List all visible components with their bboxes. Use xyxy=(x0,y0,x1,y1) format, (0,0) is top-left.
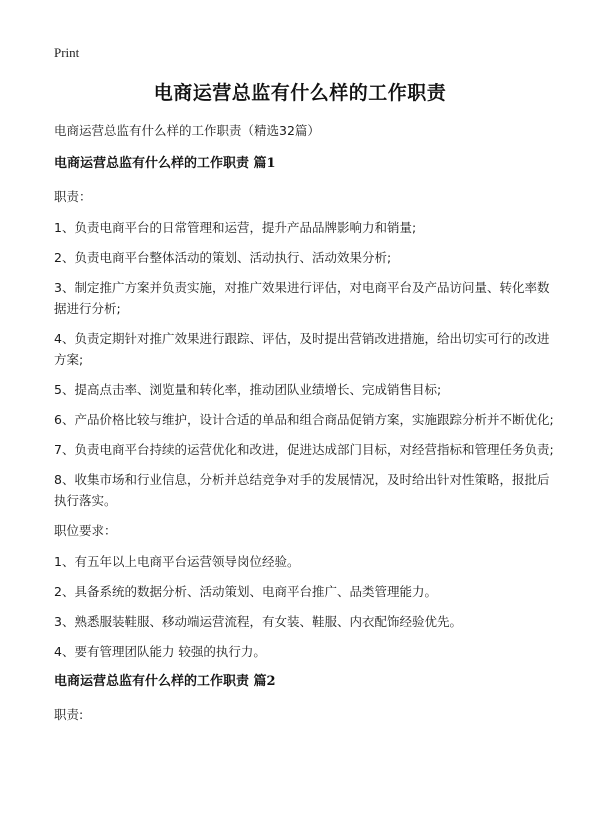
duty-item: 4、负责定期针对推广效果进行跟踪、评估，及时提出营销改进措施，给出切实可行的改进方案; xyxy=(54,331,550,367)
duty-item: 6、产品价格比较与维护，设计合适的单品和组合商品促销方案，实施跟踪分析并不断优化; xyxy=(54,412,554,427)
duty-item: 3、制定推广方案并负责实施，对推广效果进行评估，对电商平台及产品访问量、转化率数据进行分析; xyxy=(54,280,550,316)
requirement-item: 2、具备系统的数据分析、活动策划、电商平台推广、品类管理能力。 xyxy=(54,584,437,599)
section-heading-2: 电商运营总监有什么样的工作职责 篇2 xyxy=(54,674,276,689)
print-link[interactable]: Print xyxy=(54,45,80,60)
duty-item: 7、负责电商平台持续的运营优化和改进，促进达成部门目标，对经营指标和管理任务负责; xyxy=(54,442,554,457)
duty-item: 1、负责电商平台的日常管理和运营，提升产品品牌影响力和销量; xyxy=(54,220,417,235)
requirement-item: 3、熟悉服装鞋服、移动端运营流程，有女装、鞋服、内衣配饰经验优先。 xyxy=(54,614,462,629)
duty-item: 2、负责电商平台整体活动的策划、活动执行、活动效果分析; xyxy=(54,250,392,265)
document-body xyxy=(54,120,554,735)
section-heading-1: 电商运营总监有什么样的工作职责 篇1 xyxy=(54,156,276,171)
requirement-item: 1、有五年以上电商平台运营领导岗位经验。 xyxy=(54,554,300,569)
duties-label: 职责： xyxy=(54,189,92,204)
duties-label-2: 职责: xyxy=(54,707,84,722)
duty-item: 5、提高点击率、浏览量和转化率，推动团队业绩增长、完成销售目标; xyxy=(54,382,442,397)
requirement-item: 4、要有管理团队能力 较强的执行力。 xyxy=(54,644,266,659)
page-title: 电商运营总监有什么样的工作职责 xyxy=(153,82,447,104)
duty-item: 8、收集市场和行业信息，分析并总结竞争对手的发展情况，及时给出针对性策略，报批后执行落实。 xyxy=(54,472,550,508)
requirements-label: 职位要求： xyxy=(54,523,117,538)
document-subtitle: 电商运营总监有什么样的工作职责（精选32篇） xyxy=(54,123,320,138)
